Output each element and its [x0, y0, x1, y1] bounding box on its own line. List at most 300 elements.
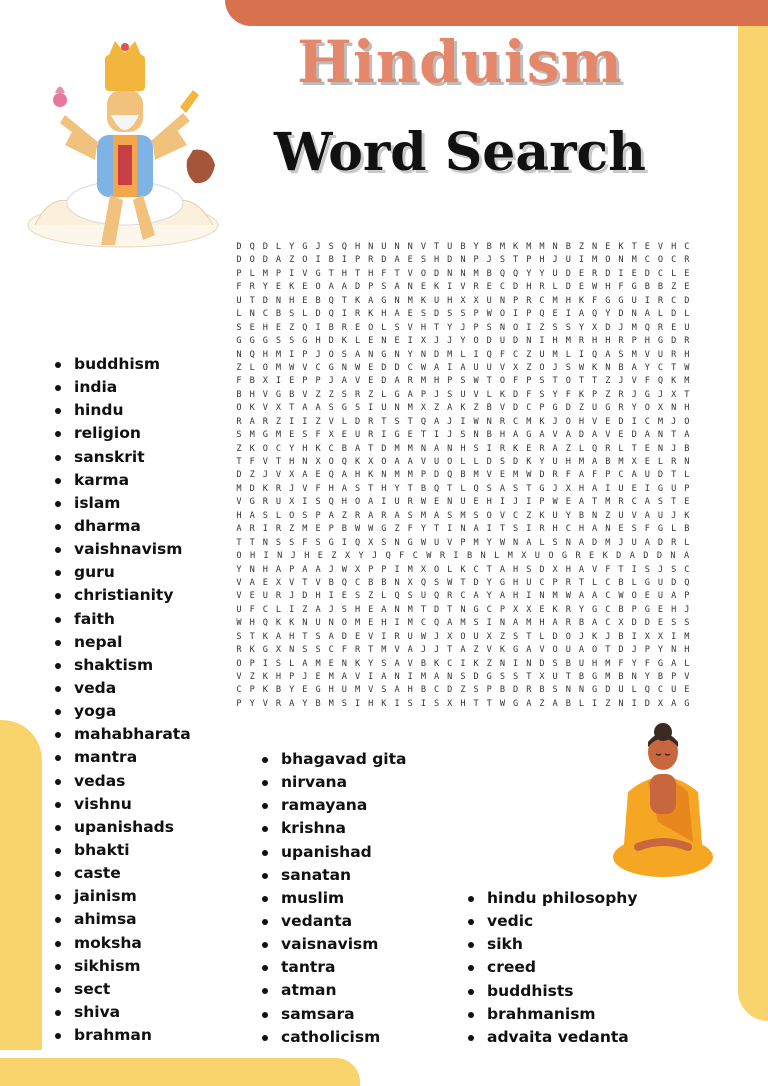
- grid-letter: S: [394, 416, 400, 427]
- grid-letter: C: [460, 591, 466, 602]
- grid-letter: P: [275, 268, 282, 279]
- grid-letter: M: [684, 631, 690, 642]
- grid-letter: E: [420, 282, 426, 293]
- grid-letter: M: [605, 537, 611, 548]
- word-list-item: caste: [55, 862, 191, 885]
- grid-letter: Y: [289, 685, 295, 696]
- grid-letter: N: [262, 537, 268, 548]
- grid-letter: Q: [420, 577, 426, 588]
- grid-letter: B: [275, 309, 282, 320]
- grid-letter: G: [644, 389, 650, 400]
- grid-letter: Q: [592, 309, 598, 320]
- grid-letter: A: [578, 645, 585, 656]
- grid-letter: V: [486, 645, 492, 656]
- grid-letter: T: [394, 268, 400, 279]
- grid-letter: D: [354, 416, 361, 427]
- grid-letter: W: [578, 362, 585, 373]
- grid-letter: F: [618, 282, 624, 293]
- grid-letter: W: [420, 537, 426, 548]
- grid-letter: O: [381, 457, 387, 467]
- grid-letter: N: [618, 698, 624, 709]
- grid-letter: K: [499, 645, 506, 656]
- grid-letter: P: [513, 295, 519, 306]
- grid-letter: M: [631, 255, 637, 266]
- grid-letter: U: [262, 591, 268, 602]
- grid-letter: Z: [315, 416, 321, 427]
- grid-letter: X: [368, 457, 374, 467]
- grid-letter: L: [565, 349, 571, 360]
- grid-letter: X: [473, 295, 479, 306]
- grid-letter: A: [407, 389, 413, 400]
- grid-letter: H: [354, 242, 361, 252]
- grid-letter: E: [578, 268, 585, 279]
- grid-letter: P: [368, 282, 374, 293]
- word-list-column-1: [55, 353, 191, 1047]
- grid-letter: C: [420, 618, 426, 629]
- grid-letter: D: [618, 416, 624, 427]
- grid-letter: S: [657, 497, 664, 508]
- grid-letter: O: [262, 362, 268, 373]
- grid-row: [233, 349, 693, 362]
- grid-letter: A: [368, 497, 374, 508]
- grid-letter: T: [249, 631, 255, 642]
- grid-letter: C: [657, 362, 664, 373]
- grid-letter: C: [565, 524, 571, 535]
- grid-letter: S: [460, 309, 466, 320]
- grid-letter: J: [447, 430, 453, 441]
- grid-letter: D: [657, 470, 664, 481]
- grid-letter: A: [341, 376, 347, 387]
- grid-letter: P: [236, 268, 242, 279]
- grid-letter: M: [499, 242, 506, 252]
- grid-letter: X: [315, 457, 321, 467]
- grid-letter: E: [552, 309, 558, 320]
- grid-letter: H: [605, 282, 611, 293]
- grid-letter: O: [644, 403, 650, 414]
- grid-letter: A: [302, 403, 308, 414]
- grid-letter: J: [447, 336, 453, 347]
- grid-letter: S: [513, 483, 519, 494]
- bottom-accent-bar: [0, 1058, 360, 1086]
- grid-letter: G: [249, 336, 255, 347]
- grid-letter: C: [539, 577, 545, 588]
- grid-letter: L: [671, 524, 677, 535]
- grid-letter: J: [433, 645, 440, 656]
- grid-letter: R: [439, 551, 446, 562]
- grid-letter: T: [249, 295, 255, 306]
- grid-letter: T: [381, 416, 387, 427]
- grid-letter: A: [394, 457, 400, 467]
- grid-letter: O: [684, 416, 690, 427]
- grid-letter: A: [275, 564, 282, 575]
- grid-letter: K: [354, 658, 361, 669]
- grid-letter: Z: [605, 698, 611, 709]
- grid-letter: D: [684, 295, 690, 306]
- grid-letter: H: [565, 457, 571, 467]
- grid-letter: P: [552, 577, 558, 588]
- grid-letter: I: [644, 483, 650, 494]
- grid-letter: O: [631, 591, 637, 602]
- word-list-item: samsara: [262, 1003, 406, 1026]
- grid-letter: M: [552, 591, 558, 602]
- grid-letter: H: [275, 672, 282, 682]
- grid-letter: V: [420, 242, 426, 252]
- grid-letter: U: [657, 510, 664, 521]
- grid-letter: O: [354, 497, 361, 508]
- grid-letter: X: [328, 430, 334, 441]
- grid-letter: D: [671, 336, 677, 347]
- grid-letter: G: [592, 685, 598, 696]
- grid-letter: Y: [302, 698, 308, 709]
- grid-row: [233, 416, 693, 429]
- grid-letter: M: [315, 658, 321, 669]
- grid-letter: P: [631, 336, 637, 347]
- grid-letter: V: [354, 376, 361, 387]
- grid-letter: D: [644, 268, 650, 279]
- grid-letter: K: [368, 470, 374, 481]
- grid-letter: N: [592, 510, 598, 521]
- grid-letter: U: [552, 268, 558, 279]
- grid-letter: M: [447, 349, 453, 360]
- grid-letter: W: [341, 564, 347, 575]
- grid-letter: F: [381, 268, 387, 279]
- grid-letter: A: [433, 443, 440, 454]
- grid-letter: B: [657, 282, 664, 293]
- grid-letter: T: [368, 443, 374, 454]
- grid-letter: S: [236, 322, 242, 333]
- grid-letter: Q: [592, 443, 598, 454]
- grid-letter: J: [552, 255, 558, 266]
- grid-letter: F: [565, 470, 571, 481]
- grid-letter: W: [420, 497, 426, 508]
- grid-letter: A: [249, 510, 255, 521]
- grid-letter: D: [616, 551, 622, 562]
- grid-letter: H: [289, 295, 295, 306]
- grid-letter: E: [407, 309, 413, 320]
- grid-letter: U: [684, 322, 690, 333]
- grid-letter: U: [671, 685, 677, 696]
- grid-letter: A: [644, 537, 650, 548]
- grid-letter: I: [368, 672, 374, 682]
- grid-row: [233, 322, 693, 335]
- grid-letter: N: [499, 322, 506, 333]
- grid-letter: I: [460, 658, 466, 669]
- grid-letter: A: [328, 510, 334, 521]
- grid-letter: P: [302, 349, 308, 360]
- grid-letter: K: [499, 389, 506, 400]
- grid-letter: V: [394, 645, 400, 656]
- grid-letter: U: [236, 295, 242, 306]
- grid-letter: C: [486, 604, 492, 615]
- grid-letter: A: [394, 658, 400, 669]
- grid-letter: O: [249, 255, 255, 266]
- grid-letter: J: [657, 389, 664, 400]
- grid-letter: Y: [368, 658, 374, 669]
- grid-letter: B: [381, 577, 387, 588]
- grid-letter: N: [499, 295, 506, 306]
- grid-letter: C: [513, 416, 519, 427]
- grid-letter: U: [552, 457, 558, 467]
- grid-letter: V: [262, 457, 268, 467]
- grid-letter: L: [671, 268, 677, 279]
- grid-letter: T: [420, 604, 426, 615]
- grid-letter: G: [341, 403, 347, 414]
- grid-letter: P: [354, 255, 361, 266]
- grid-letter: M: [275, 362, 282, 373]
- grid-letter: S: [289, 309, 295, 320]
- grid-letter: N: [480, 551, 486, 562]
- grid-letter: M: [407, 295, 413, 306]
- grid-letter: I: [526, 591, 532, 602]
- grid-letter: R: [657, 295, 664, 306]
- top-accent-bar: [225, 0, 768, 26]
- grid-letter: H: [513, 564, 519, 575]
- grid-letter: L: [539, 631, 545, 642]
- grid-letter: B: [605, 457, 611, 467]
- grid-letter: H: [262, 322, 268, 333]
- grid-letter: E: [249, 322, 255, 333]
- grid-letter: N: [289, 645, 295, 656]
- grid-letter: D: [513, 403, 519, 414]
- grid-letter: U: [381, 403, 387, 414]
- grid-letter: O: [565, 416, 571, 427]
- grid-letter: O: [605, 255, 611, 266]
- grid-letter: Z: [605, 389, 611, 400]
- grid-letter: C: [513, 349, 519, 360]
- grid-letter: N: [618, 255, 624, 266]
- grid-letter: U: [657, 591, 664, 602]
- grid-letter: N: [565, 685, 571, 696]
- word-list-item: vedic: [468, 910, 637, 933]
- grid-letter: P: [526, 376, 532, 387]
- grid-letter: X: [657, 403, 664, 414]
- grid-letter: Z: [289, 524, 295, 535]
- grid-letter: N: [670, 551, 676, 562]
- grid-letter: N: [460, 268, 466, 279]
- grid-letter: R: [671, 537, 677, 548]
- grid-letter: B: [618, 577, 624, 588]
- grid-letter: V: [657, 242, 664, 252]
- grid-letter: S: [354, 403, 361, 414]
- grid-letter: P: [526, 255, 532, 266]
- grid-letter: L: [275, 510, 282, 521]
- grid-letter: S: [565, 362, 571, 373]
- grid-letter: D: [578, 430, 585, 441]
- grid-letter: A: [671, 591, 677, 602]
- grid-letter: D: [671, 309, 677, 320]
- word-list-item: brahman: [55, 1024, 191, 1047]
- grid-letter: M: [473, 537, 479, 548]
- grid-letter: H: [407, 685, 413, 696]
- grid-letter: S: [420, 255, 426, 266]
- grid-letter: L: [684, 537, 690, 548]
- grid-letter: L: [473, 457, 479, 467]
- grid-letter: M: [526, 618, 532, 629]
- grid-letter: Y: [289, 242, 295, 252]
- grid-letter: H: [262, 564, 268, 575]
- grid-letter: I: [420, 698, 426, 709]
- grid-letter: R: [618, 403, 624, 414]
- grid-letter: V: [302, 268, 308, 279]
- grid-letter: M: [539, 242, 545, 252]
- grid-letter: E: [368, 362, 374, 373]
- grid-letter: Z: [289, 255, 295, 266]
- grid-letter: S: [460, 430, 466, 441]
- grid-letter: C: [262, 604, 268, 615]
- grid-letter: A: [433, 362, 440, 373]
- grid-letter: G: [592, 604, 598, 615]
- grid-letter: N: [447, 443, 453, 454]
- grid-letter: P: [420, 389, 426, 400]
- grid-letter: U: [341, 685, 347, 696]
- grid-letter: F: [565, 389, 571, 400]
- grid-letter: T: [592, 376, 598, 387]
- grid-letter: D: [513, 685, 519, 696]
- grid-letter: I: [263, 551, 269, 562]
- grid-letter: A: [249, 577, 255, 588]
- grid-letter: K: [381, 698, 387, 709]
- grid-letter: J: [631, 389, 637, 400]
- grid-letter: N: [394, 604, 400, 615]
- grid-letter: A: [315, 564, 321, 575]
- grid-letter: L: [249, 362, 255, 373]
- grid-letter: N: [368, 242, 374, 252]
- grid-letter: S: [447, 389, 453, 400]
- grid-letter: A: [499, 564, 506, 575]
- grid-letter: C: [539, 295, 545, 306]
- grid-letter: V: [447, 537, 453, 548]
- grid-letter: Z: [578, 403, 585, 414]
- grid-letter: N: [473, 430, 479, 441]
- grid-letter: L: [275, 604, 282, 615]
- grid-letter: D: [433, 268, 440, 279]
- grid-letter: R: [249, 524, 255, 535]
- grid-letter: X: [657, 698, 664, 709]
- grid-letter: C: [433, 685, 440, 696]
- grid-letter: N: [526, 336, 532, 347]
- grid-letter: V: [368, 631, 374, 642]
- grid-letter: D: [657, 537, 664, 548]
- grid-letter: S: [407, 591, 413, 602]
- grid-letter: B: [618, 604, 624, 615]
- grid-letter: P: [644, 645, 650, 656]
- grid-letter: X: [513, 362, 519, 373]
- grid-letter: J: [578, 631, 585, 642]
- grid-letter: E: [289, 430, 295, 441]
- grid-letter: W: [526, 470, 532, 481]
- word-list-item: sanatan: [262, 864, 406, 887]
- grid-letter: P: [499, 604, 506, 615]
- grid-letter: C: [631, 497, 637, 508]
- grid-letter: P: [486, 685, 492, 696]
- word-list-item: yoga: [55, 700, 191, 723]
- grid-row: [233, 402, 693, 415]
- grid-letter: Q: [341, 577, 347, 588]
- page-subtitle: Word Search: [274, 122, 646, 183]
- word-list-item: bhagavad gita: [262, 748, 406, 771]
- grid-letter: M: [407, 604, 413, 615]
- grid-letter: M: [460, 510, 466, 521]
- grid-letter: D: [249, 483, 255, 494]
- grid-letter: A: [394, 309, 400, 320]
- grid-letter: A: [644, 430, 650, 441]
- grid-letter: O: [657, 255, 664, 266]
- grid-letter: R: [618, 389, 624, 400]
- grid-letter: D: [447, 685, 453, 696]
- grid-letter: Z: [394, 524, 400, 535]
- word-list-item: dharma: [55, 515, 191, 538]
- grid-letter: V: [407, 322, 413, 333]
- grid-letter: N: [381, 336, 387, 347]
- grid-letter: S: [460, 672, 466, 682]
- grid-letter: H: [671, 604, 677, 615]
- grid-letter: X: [368, 537, 374, 548]
- grid-letter: G: [315, 268, 321, 279]
- grid-letter: K: [473, 658, 479, 669]
- grid-row: [233, 268, 693, 281]
- grid-letter: V: [605, 430, 611, 441]
- grid-row: [233, 469, 693, 482]
- grid-letter: J: [420, 645, 426, 656]
- grid-letter: N: [407, 242, 413, 252]
- grid-letter: G: [644, 604, 650, 615]
- grid-letter: N: [394, 537, 400, 548]
- grid-letter: T: [671, 362, 677, 373]
- grid-letter: S: [381, 658, 387, 669]
- grid-row: [233, 523, 693, 536]
- grid-letter: M: [473, 470, 479, 481]
- word-list-item: nepal: [55, 631, 191, 654]
- grid-letter: R: [539, 524, 545, 535]
- grid-letter: I: [631, 631, 637, 642]
- grid-letter: G: [486, 672, 492, 682]
- grid-letter: E: [684, 497, 690, 508]
- grid-letter: M: [407, 470, 413, 481]
- word-list-item: advaita vedanta: [468, 1026, 637, 1049]
- grid-letter: A: [592, 483, 598, 494]
- grid-letter: Z: [486, 658, 492, 669]
- grid-letter: I: [565, 309, 571, 320]
- grid-letter: F: [302, 537, 308, 548]
- grid-letter: K: [368, 309, 374, 320]
- grid-letter: U: [578, 658, 585, 669]
- grid-letter: A: [381, 672, 387, 682]
- grid-letter: J: [671, 416, 677, 427]
- grid-letter: T: [341, 295, 347, 306]
- grid-letter: H: [289, 631, 295, 642]
- grid-letter: X: [420, 564, 426, 575]
- grid-letter: A: [394, 376, 400, 387]
- grid-letter: G: [381, 295, 387, 306]
- grid-letter: N: [657, 430, 664, 441]
- grid-letter: E: [275, 322, 282, 333]
- grid-letter: J: [447, 416, 453, 427]
- grid-letter: R: [354, 389, 361, 400]
- grid-letter: B: [460, 470, 466, 481]
- grid-letter: D: [433, 470, 440, 481]
- grid-letter: L: [381, 322, 387, 333]
- word-list-item: brahmanism: [468, 1003, 637, 1026]
- grid-letter: D: [618, 645, 624, 656]
- grid-letter: H: [249, 551, 256, 562]
- grid-letter: E: [657, 618, 664, 629]
- grid-letter: M: [420, 672, 426, 682]
- grid-letter: X: [513, 604, 519, 615]
- grid-letter: U: [433, 457, 440, 467]
- grid-letter: P: [289, 564, 295, 575]
- grid-letter: P: [473, 322, 479, 333]
- grid-letter: E: [407, 430, 413, 441]
